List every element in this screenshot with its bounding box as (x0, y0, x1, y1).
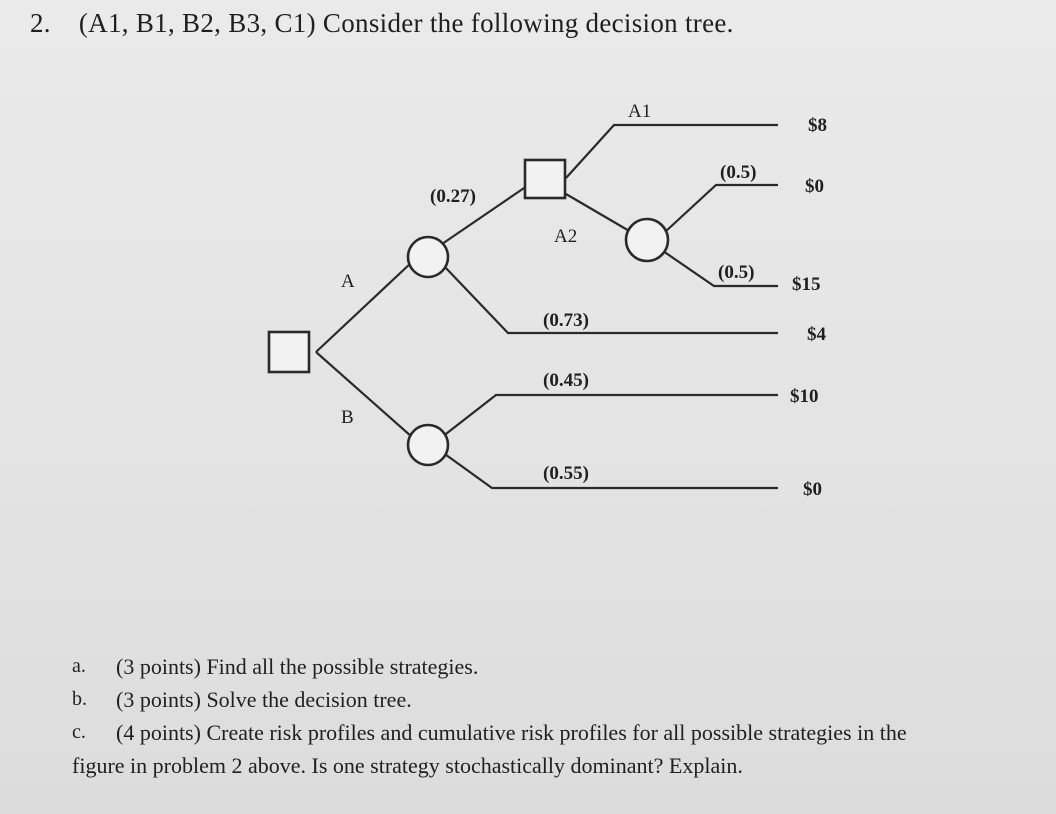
probability-027: (0.27) (430, 186, 476, 207)
part-c-continuation (72, 749, 1052, 782)
probability-045: (0.45) (543, 370, 589, 391)
part-letter: b. (72, 688, 87, 710)
probability-073: (0.73) (543, 310, 589, 331)
probability-05-top: (0.5) (720, 162, 757, 183)
chance-node-a (408, 237, 448, 277)
probability-05-bottom: (0.5) (718, 262, 755, 283)
part-text: figure in problem 2 above. Is one strategy stochastically dominant? Explain. (72, 753, 743, 778)
branch-label-b: B (341, 407, 354, 428)
branch-label-a: A (341, 271, 355, 292)
part-text: (4 points) Create risk profiles and cumulative risk profiles for all possible strategies in the (116, 720, 907, 745)
payoff-8: $8 (808, 115, 827, 136)
part-b (72, 683, 1052, 716)
branch-label-a2: A2 (554, 226, 578, 247)
part-a (72, 650, 1052, 683)
question-text: (A1, B1, B2, B3, C1) Consider the following decision tree. (78, 8, 734, 38)
probability-055: (0.55) (543, 463, 589, 484)
branch-label-a1: A1 (628, 101, 652, 122)
edge-root-to-chance-a (316, 262, 412, 352)
root-decision-node (269, 332, 309, 372)
payoff-4: $4 (807, 324, 826, 345)
question-parts (72, 650, 1052, 782)
part-text: (3 points) Solve the decision tree. (116, 687, 412, 712)
chance-node-a2 (626, 219, 668, 261)
part-letter: c. (72, 721, 86, 743)
second-decision-node (525, 160, 565, 198)
edge-chance-b-055-outcome (442, 452, 778, 488)
chance-node-b (408, 425, 448, 465)
payoff-10: $10 (790, 386, 819, 407)
edge-a2-top-outcome (665, 185, 778, 232)
part-letter: a. (72, 655, 86, 677)
payoff-0-top: $0 (805, 176, 824, 197)
payoff-15: $15 (792, 274, 821, 295)
part-text: (3 points) Find all the possible strategies. (116, 654, 479, 679)
part-c (72, 716, 1052, 749)
edge-root-to-chance-b (316, 352, 412, 437)
question-number: 2. (30, 8, 51, 38)
payoff-0-bottom: $0 (803, 479, 822, 500)
edge-chance-b-045-outcome (442, 395, 778, 437)
